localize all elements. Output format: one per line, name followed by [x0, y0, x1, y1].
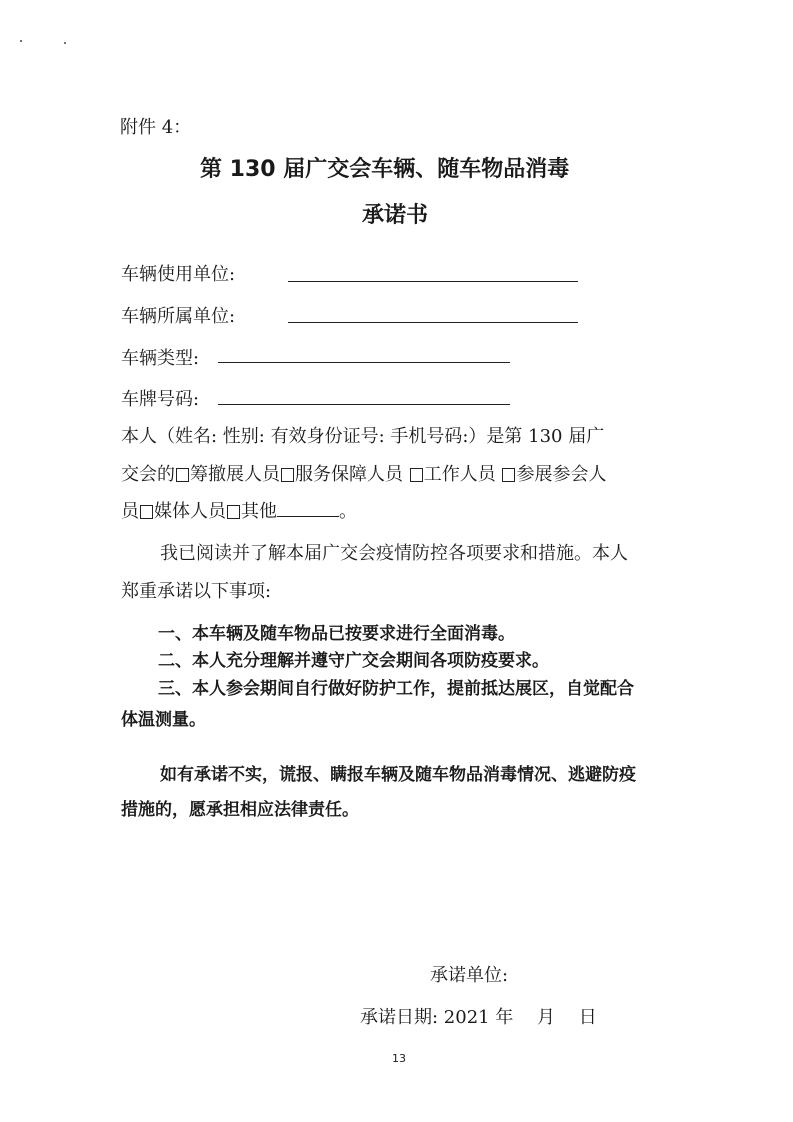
intro-line1: 我已阅读并了解本届广交会疫情防控各项要求和措施。本人	[160, 543, 628, 564]
field-label-owner-unit: 车辆所属单位:	[121, 306, 236, 327]
document-title-line1: 第 130 届广交会车辆、随车物品消毒	[200, 157, 570, 182]
field-line-owner-unit[interactable]	[288, 322, 578, 323]
liability-line2: 措施的，愿承担相应法律责任。	[121, 800, 359, 820]
signature-date-label: 承诺日期: 2021 年 月 日	[360, 1007, 597, 1028]
identity-line1: 本人（姓名: 性别: 有效身份证号: 手机号码:）是第 130 届广	[121, 426, 605, 447]
identity-end: 。	[339, 501, 357, 522]
field-label-plate-number: 车牌号码:	[121, 389, 200, 410]
page-number: 13	[392, 1052, 406, 1065]
checkbox-other[interactable]	[227, 505, 240, 519]
promise-item-2: 二、本人充分理解并遵守广交会期间各项防疫要求。	[158, 651, 549, 671]
promise-item-1: 一、本车辆及随车物品已按要求进行全面消毒。	[158, 624, 515, 644]
option-other-label: 其他	[241, 501, 277, 522]
field-line-plate-number[interactable]	[218, 404, 510, 405]
field-line-vehicle-type[interactable]	[218, 362, 510, 363]
option-worker-label: 工作人员	[423, 464, 496, 485]
other-blank-field[interactable]	[277, 502, 339, 517]
identity-prefix: 交会的	[121, 464, 175, 485]
option-service-label: 服务保障人员	[295, 464, 403, 485]
field-line-user-unit[interactable]	[288, 281, 578, 282]
promise-item-3-line1: 三、本人参会期间自行做好防护工作，提前抵达展区，自觉配合	[158, 679, 634, 699]
identity-line2	[121, 460, 606, 486]
option-media-label: 媒体人员	[154, 501, 226, 522]
checkbox-staff[interactable]	[176, 468, 189, 482]
option-staff-label: 筹撤展人员	[190, 464, 280, 485]
scan-speck	[20, 40, 22, 42]
field-label-user-unit: 车辆使用单位:	[121, 264, 236, 285]
checkbox-service[interactable]	[281, 468, 294, 482]
signature-unit-label: 承诺单位:	[430, 965, 509, 986]
identity-line3	[121, 497, 357, 523]
checkbox-media[interactable]	[140, 505, 153, 519]
promise-item-3-line2: 体温测量。	[121, 710, 206, 730]
checkbox-worker[interactable]	[410, 468, 423, 482]
option-exhibitor-label: 参展参会人	[516, 464, 607, 485]
intro-line2: 郑重承诺以下事项:	[121, 581, 272, 602]
option-exhibitor-label-cont: 员	[121, 501, 139, 522]
attachment-label: 附件 4：	[120, 117, 192, 138]
field-label-vehicle-type: 车辆类型:	[121, 348, 200, 369]
liability-line1: 如有承诺不实，谎报、瞒报车辆及随车物品消毒情况、逃避防疫	[160, 765, 636, 785]
scan-speck	[64, 42, 66, 44]
checkbox-exhibitor[interactable]	[502, 468, 515, 482]
document-title-line2: 承诺书	[362, 203, 429, 228]
